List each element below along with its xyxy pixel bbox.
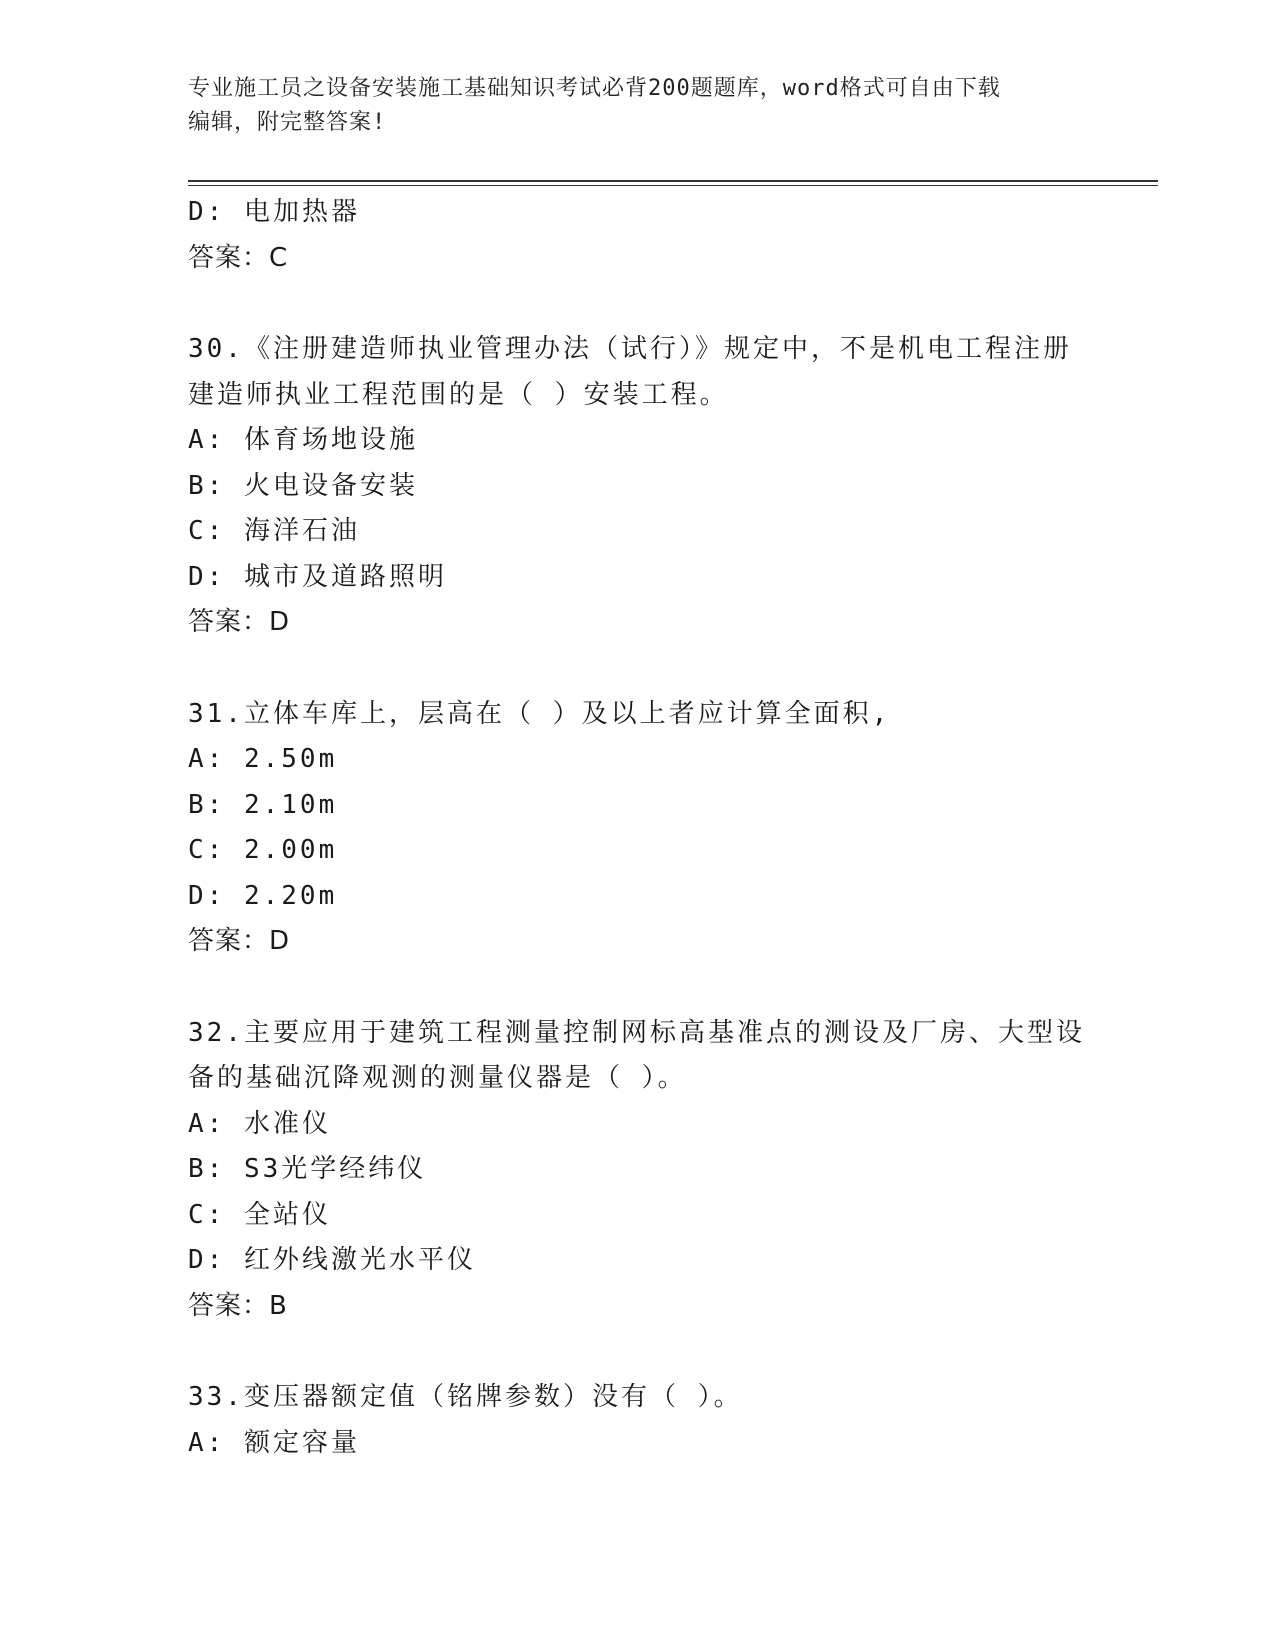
- option-a: A: 水准仪: [188, 1108, 331, 1139]
- option-c: C: 2.00m: [188, 835, 338, 865]
- option-d: D: 红外线激光水平仪: [188, 1245, 476, 1275]
- question-31: [188, 692, 1088, 965]
- question-text: 30.《注册建造师执业管理办法（试行）》规定中，不是机电工程注册: [188, 334, 1072, 364]
- option-c: C: 海洋石油: [188, 516, 360, 546]
- option-d: D: 电加热器: [188, 197, 360, 227]
- answer: 答案：B: [188, 1290, 288, 1321]
- header-divider-thin: [188, 185, 1158, 186]
- answer: 答案：C: [188, 242, 289, 273]
- option-a: A: 2.50m: [188, 744, 338, 774]
- option-a: A: 额定容量: [188, 1427, 360, 1458]
- answer: 答案：D: [188, 926, 291, 956]
- answer: 答案：D: [188, 607, 291, 637]
- header-divider-thick: [188, 180, 1158, 182]
- option-d: D: 2.20m: [188, 880, 338, 911]
- question-list: [188, 190, 1088, 1466]
- question-text: 33.变压器额定值（铭牌参数）没有（ ）。: [188, 1382, 743, 1412]
- question-text: 32.主要应用于建筑工程测量控制网标高基准点的测设及厂房、大型设: [188, 1017, 1085, 1048]
- option-b: B: S3光学经纬仪: [188, 1154, 427, 1184]
- question-30: [188, 327, 1088, 646]
- document-header: [188, 72, 1088, 140]
- question-text: 31.立体车库上，层高在（ ）及以上者应计算全面积,: [188, 698, 891, 729]
- header-line-2: 编辑，附完整答案!: [188, 110, 387, 135]
- question-32: [188, 1011, 1088, 1330]
- option-d: D: 城市及道路照明: [188, 561, 447, 592]
- option-c: C: 全站仪: [188, 1199, 331, 1230]
- question-text-cont: 备的基础沉降观测的测量仪器是（ ）。: [188, 1063, 687, 1093]
- prev-question: [188, 190, 1088, 281]
- question-33: [188, 1375, 1088, 1466]
- option-b: B: 2.10m: [188, 789, 338, 820]
- question-text-cont: 建造师执业工程范围的是（ ）安装工程。: [188, 379, 729, 410]
- option-b: B: 火电设备安装: [188, 470, 418, 501]
- option-a: A: 体育场地设施: [188, 425, 418, 455]
- header-line-1: 专业施工员之设备安装施工基础知识考试必背200题题库，word格式可自由下载: [188, 76, 1001, 101]
